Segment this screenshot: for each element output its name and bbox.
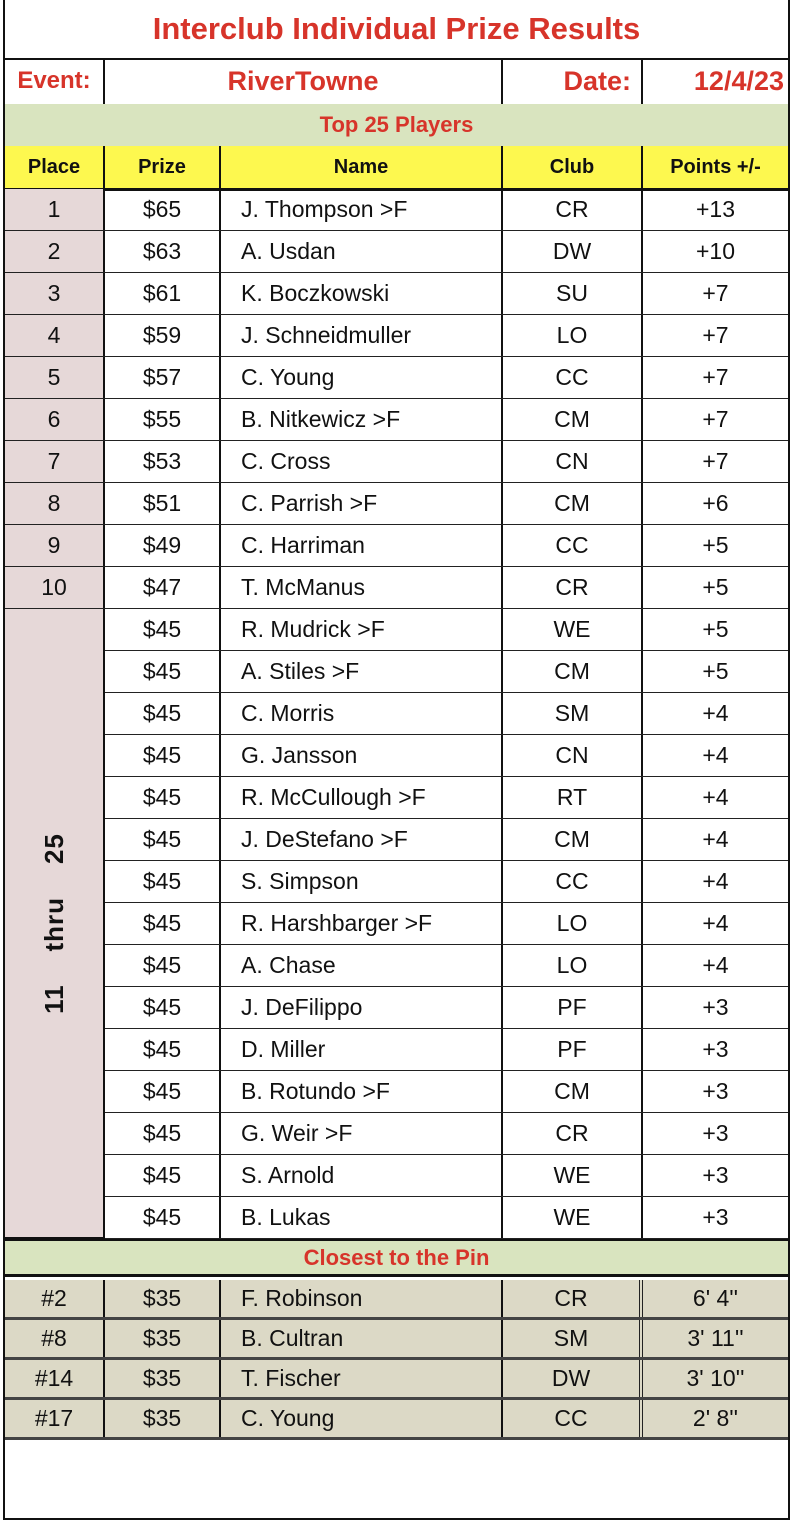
table-row xyxy=(5,567,788,609)
name-cell: F. Robinson xyxy=(221,1280,503,1317)
club-cell: LO xyxy=(503,315,643,356)
table-row xyxy=(105,819,788,861)
place-cell: 3 xyxy=(5,273,105,314)
club-cell: WE xyxy=(503,1197,643,1238)
prize-cell: $65 xyxy=(105,189,221,230)
hole-cell: #8 xyxy=(5,1320,105,1357)
club-cell: PF xyxy=(503,1029,643,1070)
name-cell: D. Miller xyxy=(221,1029,503,1070)
pin-row xyxy=(5,1360,788,1400)
place-cell: 7 xyxy=(5,441,105,482)
place-cell: 9 xyxy=(5,525,105,566)
points-cell: +7 xyxy=(702,322,729,348)
name-cell: A. Chase xyxy=(221,945,503,986)
table-row xyxy=(105,777,788,819)
club-cell: DW xyxy=(503,231,643,272)
points-cell: +4 xyxy=(702,784,729,810)
name-cell: T. Fischer xyxy=(221,1360,503,1397)
club-cell: CC xyxy=(503,861,643,902)
name-cell: B. Lukas xyxy=(221,1197,503,1238)
points-cell: +4 xyxy=(702,910,729,936)
name-cell: C. Harriman xyxy=(221,525,503,566)
points-cell: +5 xyxy=(702,616,729,642)
table-row xyxy=(105,945,788,987)
club-cell: CM xyxy=(503,1071,643,1112)
name-cell: R. Mudrick >F xyxy=(221,609,503,650)
pin-row xyxy=(5,1400,788,1440)
table-row xyxy=(5,315,788,357)
points-cell: +3 xyxy=(702,1204,729,1230)
points-cell: +4 xyxy=(702,952,729,978)
points-cell: +3 xyxy=(702,1036,729,1062)
name-cell: R. McCullough >F xyxy=(221,777,503,818)
name-cell: C. Morris xyxy=(221,693,503,734)
points-cell: +4 xyxy=(702,700,729,726)
points-cell: +4 xyxy=(702,868,729,894)
event-date: 12/4/23 xyxy=(693,65,784,96)
place-cell: 6 xyxy=(5,399,105,440)
points-cell: +3 xyxy=(702,1162,729,1188)
table-row xyxy=(5,399,788,441)
prize-cell: $35 xyxy=(105,1320,221,1357)
club-cell: CM xyxy=(503,399,643,440)
table-row xyxy=(105,1029,788,1071)
distance-cell: 2' 8'' xyxy=(692,1405,739,1431)
header-club: Club xyxy=(503,146,643,188)
prize-cell: $35 xyxy=(105,1280,221,1317)
prize-cell: $49 xyxy=(105,525,221,566)
points-cell: +7 xyxy=(702,448,729,474)
prize-cell: $59 xyxy=(105,315,221,356)
distance-cell: 3' 10'' xyxy=(686,1365,745,1391)
club-cell: LO xyxy=(503,945,643,986)
column-header-row xyxy=(5,146,788,191)
club-cell: CN xyxy=(503,735,643,776)
prize-cell: $35 xyxy=(105,1360,221,1397)
name-cell: J. Schneidmuller xyxy=(221,315,503,356)
club-cell: WE xyxy=(503,1155,643,1196)
place-cell: 4 xyxy=(5,315,105,356)
date-label: Date: xyxy=(503,58,643,104)
name-cell: R. Harshbarger >F xyxy=(221,903,503,944)
name-cell: C. Cross xyxy=(221,441,503,482)
points-cell: +13 xyxy=(695,196,735,222)
club-cell: WE xyxy=(503,609,643,650)
prize-cell: $45 xyxy=(105,1071,221,1112)
place-cell: 2 xyxy=(5,231,105,272)
event-row xyxy=(5,58,788,107)
points-cell: +7 xyxy=(702,280,729,306)
name-cell: J. Thompson >F xyxy=(221,189,503,230)
table-row xyxy=(105,693,788,735)
prize-cell: $53 xyxy=(105,441,221,482)
place-cell: 10 xyxy=(5,567,105,608)
table-row xyxy=(5,441,788,483)
points-cell: +5 xyxy=(702,658,729,684)
table-row xyxy=(5,483,788,525)
prize-cell: $45 xyxy=(105,651,221,692)
pin-row xyxy=(5,1320,788,1360)
club-cell: SU xyxy=(503,273,643,314)
prize-cell: $45 xyxy=(105,987,221,1028)
table-row xyxy=(105,1071,788,1113)
place-cell: 1 xyxy=(5,189,105,230)
club-cell: CC xyxy=(503,1400,643,1437)
hole-cell: #2 xyxy=(5,1280,105,1317)
title-row xyxy=(5,0,788,60)
group-place-label: 11 thru 25 xyxy=(38,832,69,1014)
points-cell: +3 xyxy=(702,1120,729,1146)
name-cell: J. DeStefano >F xyxy=(221,819,503,860)
club-cell: CC xyxy=(503,525,643,566)
top-players-title: Top 25 Players xyxy=(319,112,474,137)
name-cell: S. Simpson xyxy=(221,861,503,902)
name-cell: K. Boczkowski xyxy=(221,273,503,314)
table-row xyxy=(105,1155,788,1197)
prize-cell: $45 xyxy=(105,1029,221,1070)
table-row xyxy=(5,357,788,399)
club-cell: CR xyxy=(503,1113,643,1154)
table-row xyxy=(105,735,788,777)
prize-cell: $61 xyxy=(105,273,221,314)
points-cell: +6 xyxy=(702,490,729,516)
points-cell: +5 xyxy=(702,532,729,558)
distance-cell: 6' 4'' xyxy=(692,1285,739,1311)
prize-cell: $45 xyxy=(105,693,221,734)
event-label: Event: xyxy=(5,58,105,104)
prize-cell: $51 xyxy=(105,483,221,524)
club-cell: CM xyxy=(503,483,643,524)
name-cell: A. Usdan xyxy=(221,231,503,272)
event-name: RiverTowne xyxy=(105,58,503,104)
prize-cell: $45 xyxy=(105,903,221,944)
club-cell: CR xyxy=(503,567,643,608)
club-cell: CM xyxy=(503,819,643,860)
club-cell: CN xyxy=(503,441,643,482)
club-cell: DW xyxy=(503,1360,643,1397)
name-cell: J. DeFilippo xyxy=(221,987,503,1028)
prize-cell: $35 xyxy=(105,1400,221,1437)
header-name: Name xyxy=(221,146,503,188)
prize-cell: $45 xyxy=(105,1197,221,1238)
prize-cell: $45 xyxy=(105,609,221,650)
closest-pin-title: Closest to the Pin xyxy=(303,1244,490,1270)
hole-cell: #14 xyxy=(5,1360,105,1397)
points-cell: +10 xyxy=(695,238,735,264)
name-cell: G. Jansson xyxy=(221,735,503,776)
place-cell: 8 xyxy=(5,483,105,524)
table-row xyxy=(105,1113,788,1155)
prize-cell: $45 xyxy=(105,819,221,860)
table-row xyxy=(105,651,788,693)
hole-cell: #17 xyxy=(5,1400,105,1437)
table-row xyxy=(5,273,788,315)
table-row xyxy=(105,903,788,945)
page-title: Interclub Individual Prize Results xyxy=(152,11,641,46)
points-cell: +5 xyxy=(702,574,729,600)
prize-cell: $45 xyxy=(105,945,221,986)
closest-pin-banner xyxy=(5,1239,788,1277)
prize-cell: $57 xyxy=(105,357,221,398)
prize-cell: $45 xyxy=(105,735,221,776)
results-sheet xyxy=(3,0,790,1520)
club-cell: SM xyxy=(503,693,643,734)
name-cell: B. Rotundo >F xyxy=(221,1071,503,1112)
table-row xyxy=(5,525,788,567)
points-cell: +4 xyxy=(702,826,729,852)
prize-cell: $63 xyxy=(105,231,221,272)
group-place-cell xyxy=(5,609,105,1239)
club-cell: LO xyxy=(503,903,643,944)
name-cell: S. Arnold xyxy=(221,1155,503,1196)
points-cell: +3 xyxy=(702,1078,729,1104)
prize-cell: $47 xyxy=(105,567,221,608)
pin-row xyxy=(5,1280,788,1320)
club-cell: CM xyxy=(503,651,643,692)
name-cell: G. Weir >F xyxy=(221,1113,503,1154)
header-points: Points +/- xyxy=(670,155,761,178)
prize-cell: $45 xyxy=(105,777,221,818)
place-cell: 5 xyxy=(5,357,105,398)
name-cell: A. Stiles >F xyxy=(221,651,503,692)
prize-cell: $45 xyxy=(105,1155,221,1196)
points-cell: +7 xyxy=(702,406,729,432)
points-cell: +3 xyxy=(702,994,729,1020)
header-prize: Prize xyxy=(105,146,221,188)
prize-cell: $45 xyxy=(105,1113,221,1154)
name-cell: T. McManus xyxy=(221,567,503,608)
name-cell: C. Young xyxy=(221,1400,503,1437)
name-cell: B. Cultran xyxy=(221,1320,503,1357)
table-row xyxy=(105,1197,788,1239)
club-cell: CC xyxy=(503,357,643,398)
name-cell: C. Parrish >F xyxy=(221,483,503,524)
points-cell: +4 xyxy=(702,742,729,768)
points-cell: +7 xyxy=(702,364,729,390)
club-cell: RT xyxy=(503,777,643,818)
table-row xyxy=(5,189,788,231)
table-row xyxy=(5,231,788,273)
name-cell: C. Young xyxy=(221,357,503,398)
prize-cell: $45 xyxy=(105,861,221,902)
table-row xyxy=(105,609,788,651)
table-row xyxy=(105,987,788,1029)
top-players-banner xyxy=(5,104,788,148)
club-cell: CR xyxy=(503,1280,643,1317)
club-cell: SM xyxy=(503,1320,643,1357)
name-cell: B. Nitkewicz >F xyxy=(221,399,503,440)
club-cell: CR xyxy=(503,189,643,230)
prize-cell: $55 xyxy=(105,399,221,440)
header-place: Place xyxy=(5,146,105,188)
table-row xyxy=(105,861,788,903)
distance-cell: 3' 11'' xyxy=(687,1325,744,1351)
club-cell: PF xyxy=(503,987,643,1028)
